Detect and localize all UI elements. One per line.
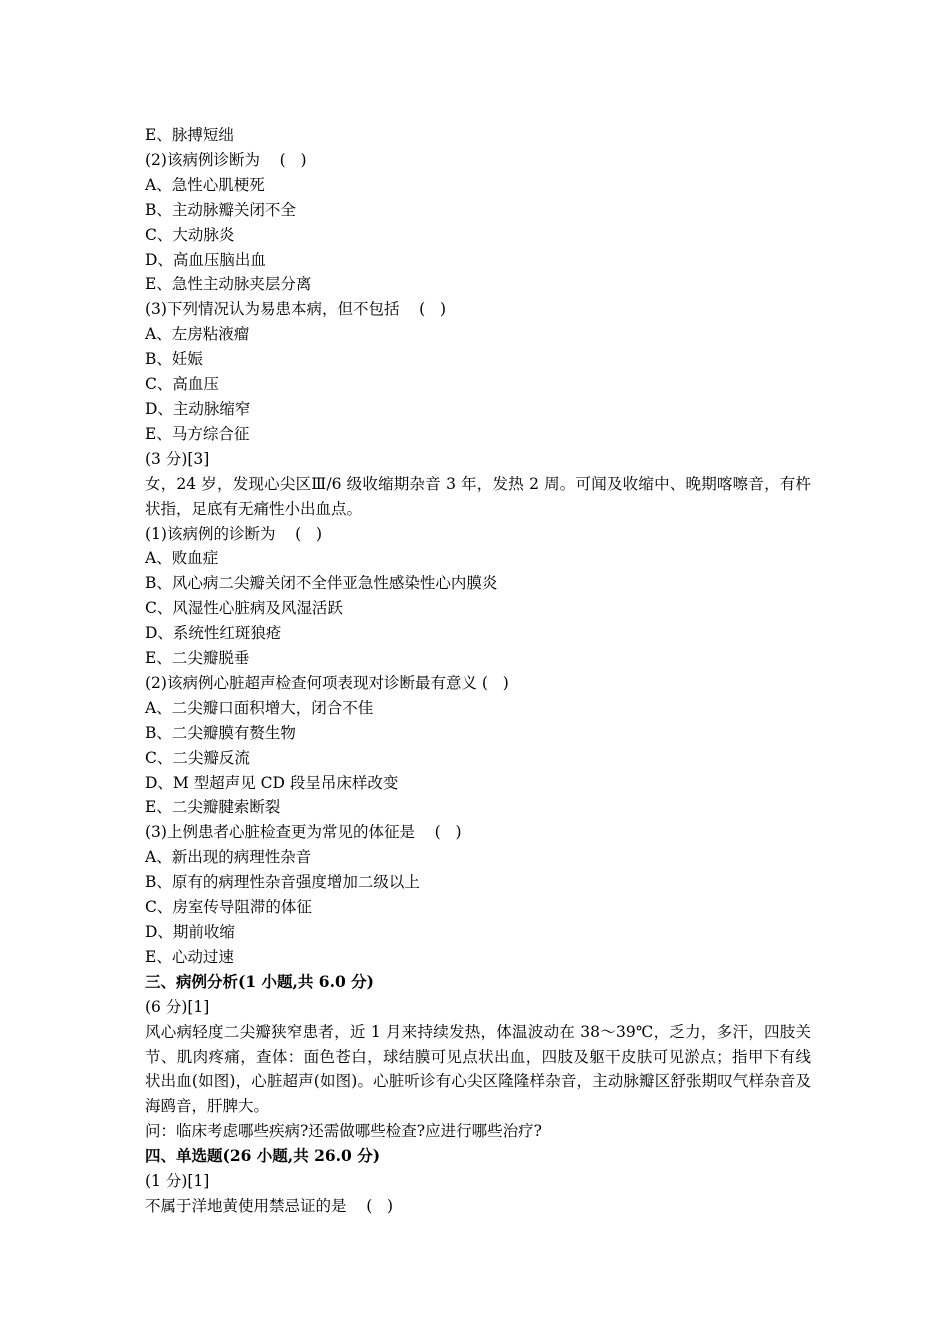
- question-line: 问：临床考虑哪些疾病?还需做哪些检查?应进行哪些治疗?: [145, 1122, 542, 1141]
- question-line: (1)该病例的诊断为 ( ): [145, 524, 323, 543]
- option-line: D、M 型超声见 CD 段呈吊床样改变: [145, 773, 399, 792]
- option-line: E、二尖瓣腱索断裂: [145, 798, 281, 817]
- option-line: E、急性主动脉夹层分离: [145, 275, 312, 294]
- case-paragraph: 女，24 岁，发现心尖区Ⅲ/6 级收缩期杂音 3 年，发热 2 周。可闻及收缩中、晚期喀嚓音，有杵状指，足底有无痛性小出血点。: [145, 474, 811, 518]
- question-line: (3)下列情况认为易患本病，但不包括 ( ): [145, 300, 447, 319]
- option-line: C、大动脉炎: [145, 225, 235, 244]
- score-line: (3 分)[3]: [145, 449, 210, 468]
- option-line: A、左房粘液瘤: [145, 325, 250, 344]
- option-line: B、妊娠: [145, 350, 203, 369]
- option-line: D、系统性红斑狼疮: [145, 624, 282, 643]
- question-line: 不属于洋地黄使用禁忌证的是 ( ): [145, 1196, 394, 1215]
- option-line: A、新出现的病理性杂音: [145, 848, 312, 867]
- option-line: E、心动过速: [145, 947, 234, 966]
- option-line: B、风心病二尖瓣关闭不全伴亚急性感染性心内膜炎: [145, 574, 498, 593]
- question-line: (2)该病例心脏超声检查何项表现对诊断最有意义 ( ): [145, 673, 509, 692]
- option-line: D、期前收缩: [145, 923, 235, 941]
- option-line: B、二尖瓣膜有赘生物: [145, 723, 296, 742]
- option-line: A、急性心肌梗死: [145, 175, 265, 194]
- option-line: B、主动脉瓣关闭不全: [145, 200, 296, 219]
- document-page: [145, 123, 811, 1219]
- option-line: E、马方综合征: [145, 424, 250, 443]
- case-paragraph: 风心病轻度二尖瓣狭窄患者，近 1 月来持续发热，体温波动在 38～39℃，乏力，多汗，四肢关节、肌肉疼痛，查体：面色苍白，球结膜可见点状出血，四肢及躯干皮肤可见淤点；指甲下有线状出血(如图)，心脏超声(如图)。心脏听诊有心尖区隆隆样杂音，主动脉瓣区舒张期叹气样杂音及海鸥音，肝脾大。: [145, 1022, 811, 1116]
- option-line: A、二尖瓣口面积增大，闭合不佳: [145, 698, 374, 717]
- option-line: C、风湿性心脏病及风湿活跃: [145, 599, 343, 618]
- question-line: (2)该病例诊断为 ( ): [145, 150, 307, 169]
- option-line: A、败血症: [145, 549, 219, 568]
- option-line: E、脉搏短绌: [145, 126, 234, 144]
- option-line: D、主动脉缩窄: [145, 399, 251, 418]
- option-line: C、房室传导阻滞的体征: [145, 898, 312, 917]
- option-line: D、高血压脑出血: [145, 250, 266, 269]
- option-line: E、二尖瓣脱垂: [145, 649, 250, 668]
- option-line: C、高血压: [145, 375, 219, 394]
- section-heading: 三、病例分析(1 小题,共 6.0 分): [145, 971, 375, 991]
- option-line: B、原有的病理性杂音强度增加二级以上: [145, 873, 420, 892]
- question-line: (3)上例患者心脏检查更为常见的体征是 ( ): [145, 823, 462, 842]
- score-line: (1 分)[1]: [145, 1172, 210, 1191]
- section-heading: 四、单选题(26 小题,共 26.0 分): [145, 1146, 381, 1166]
- option-line: C、二尖瓣反流: [145, 748, 250, 767]
- score-line: (6 分)[1]: [145, 997, 210, 1016]
